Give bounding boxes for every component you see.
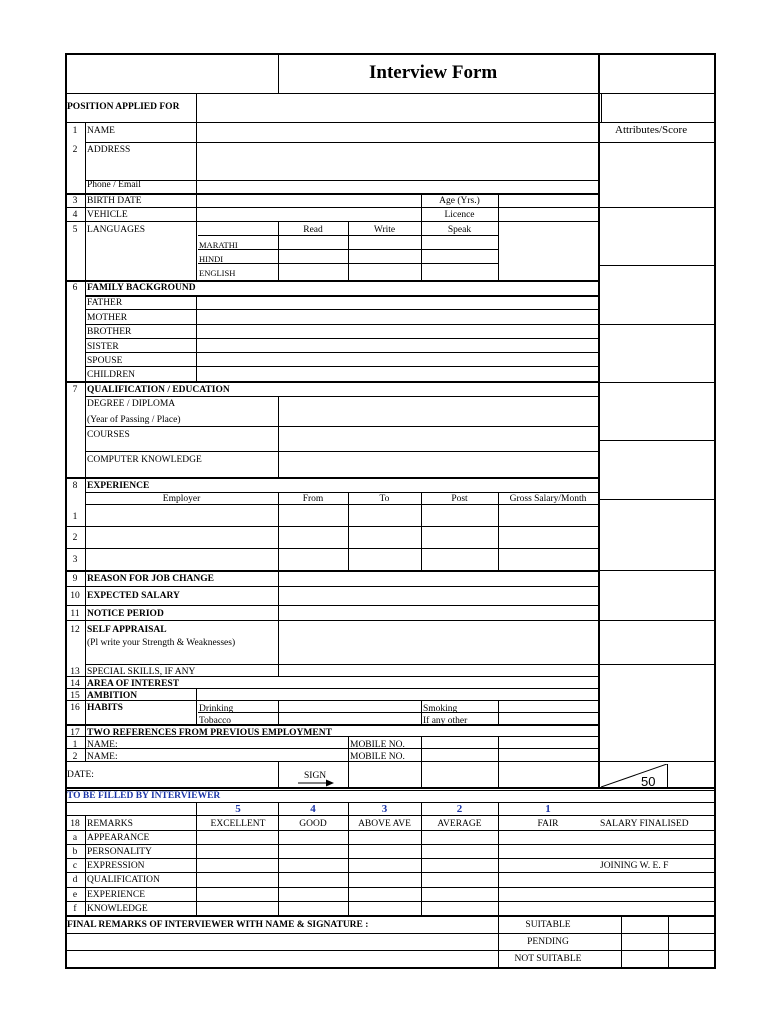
grid-line [598,207,716,208]
grid-line [65,207,598,208]
rating-score: 5 [235,803,241,815]
grid-line [598,440,716,441]
grid-line [714,53,716,969]
grid-line [85,295,598,297]
ambition-label: AMBITION [87,691,138,701]
languages-label: LANGUAGES [87,225,146,235]
row-num: 12 [70,625,80,635]
family-background-label: FAMILY BACKGROUND [87,283,196,293]
exp-col-post: Post [451,494,468,504]
exp-col-from: From [302,494,324,504]
family-member: SISTER [87,342,119,352]
grid-line [598,570,716,571]
vehicle-label: VEHICLE [87,210,128,220]
exp-row-num: 1 [72,512,78,522]
criteria-num: a [72,833,78,843]
grid-line [65,570,598,572]
language-name: MARATHI [199,240,238,250]
criteria-num: c [72,861,78,871]
grid-line [65,761,598,762]
name-label: NAME [87,126,115,136]
degree-label: DEGREE / DIPLOMA [87,399,176,409]
family-member: CHILDREN [87,370,136,380]
grid-line [85,451,598,452]
exp-row-num: 3 [72,555,78,565]
grid-line [65,915,716,917]
grid-line [85,180,598,181]
grid-line [65,830,716,831]
criteria-num: f [73,904,77,914]
grid-line [85,122,86,280]
exp-row-num: 2 [72,533,78,543]
grid-line [667,764,668,787]
reason-job-change-label: REASON FOR JOB CHANGE [87,574,214,584]
grid-line [65,787,716,789]
drinking-label: Drinking [199,704,234,714]
grid-line [85,352,598,353]
grid-line [278,53,279,93]
grid-line [85,381,86,477]
grid-line [85,324,598,325]
grid-line [498,736,499,787]
grid-line [278,700,279,724]
row-num: 11 [70,609,80,619]
row-num: 5 [72,225,78,235]
final-remarks-label: FINAL REMARKS OF INTERVIEWER WITH NAME & SIGNATURE : [67,920,369,930]
grid-line [65,748,598,749]
grid-line [65,526,598,527]
row-num: 17 [70,728,80,738]
grid-line [65,548,598,549]
grid-line [65,193,598,195]
grid-line [498,950,716,951]
address-label: ADDRESS [87,145,131,155]
grid-line [598,620,716,621]
criteria-num: d [72,875,78,885]
rating-label: GOOD [299,819,327,829]
lang-col-write: Write [373,225,396,235]
expected-salary-label: EXPECTED SALARY [87,591,180,601]
sign-arrow-icon [298,779,334,787]
grid-line [196,122,197,193]
date-label: DATE: [67,770,94,780]
grid-line [65,221,598,222]
grid-line [598,382,716,383]
row-num: 13 [70,667,80,677]
family-member: BROTHER [87,327,132,337]
grid-line [278,396,279,477]
grid-line [65,901,716,902]
special-skills-label: SPECIAL SKILLS, IF ANY [87,667,196,677]
grid-line [85,309,598,310]
grid-line [85,396,598,397]
grid-line [278,492,279,620]
grid-line [65,844,716,845]
criteria-label: KNOWLEDGE [87,904,148,914]
grid-line [65,967,716,969]
criteria-label: EXPRESSION [87,861,145,871]
language-name: HINDI [199,254,224,264]
grid-line [65,700,598,701]
ref-name-label: NAME: [87,752,118,762]
row-num: 4 [72,210,78,220]
criteria-num: e [72,890,78,900]
grid-line [196,802,197,915]
grid-line [85,142,598,143]
grid-line [65,858,716,859]
row-num: 6 [72,283,78,293]
ref-num: 1 [72,740,78,750]
references-label: TWO REFERENCES FROM PREVIOUS EMPLOYMENT [87,728,332,738]
total-score: 50 [641,774,656,789]
grid-line [196,193,197,280]
exp-col-employer: Employer [162,494,201,504]
grid-line [65,887,716,888]
self-appraisal-label: SELF APPRAISAL [87,625,167,635]
grid-line [85,815,86,915]
smoking-label: Smoking [423,704,458,714]
grid-line [65,93,716,94]
ref-num: 2 [72,752,78,762]
grid-line [65,586,598,587]
outcome-pending: PENDING [527,937,569,947]
grid-line [278,664,279,676]
grid-line [85,426,598,427]
notice-period-label: NOTICE PERIOD [87,609,164,619]
grid-line [598,761,716,762]
grid-line [65,53,716,55]
courses-label: COURSES [87,430,130,440]
self-appraisal-note: (Pl write your Strength & Weaknesses) [87,638,236,648]
grid-line [278,620,279,664]
licence-label: Licence [444,210,475,220]
grid-line [598,53,600,789]
grid-line [668,915,669,969]
ref-mobile-label: MOBILE NO. [350,752,405,762]
row-num: 16 [70,703,80,713]
position-applied-label: POSITION APPLIED FOR [67,102,180,112]
row-num: 7 [72,385,78,395]
grid-line [348,736,349,787]
exp-col-salary: Gross Salary/Month [509,494,587,504]
criteria-label: APPEARANCE [87,833,150,843]
grid-line [598,265,716,266]
grid-line [196,688,197,724]
rating-score: 3 [381,803,388,815]
grid-line [498,700,499,724]
grid-line [85,366,598,367]
criteria-label: EXPERIENCE [87,890,146,900]
area-of-interest-label: AREA OF INTEREST [87,679,180,689]
grid-line [65,477,598,479]
row-num: 9 [72,574,78,584]
grid-line [65,872,716,873]
family-member: MOTHER [87,313,128,323]
score-diagonal [601,764,667,787]
criteria-label: PERSONALITY [87,847,152,857]
interview-form [65,53,716,969]
outcome-not-suitable: NOT SUITABLE [514,954,582,964]
row-num: 10 [70,591,80,601]
grid-line [198,712,598,713]
row-num: 8 [72,481,78,491]
grid-line [65,620,598,621]
grid-line [65,381,598,383]
grid-line [598,142,716,143]
sign-label: SIGN [304,771,327,781]
grid-line [598,122,716,123]
row-num: 1 [72,126,78,136]
outcome-suitable: SUITABLE [525,920,571,930]
grid-line [598,664,716,665]
criteria-num: b [72,847,78,857]
grid-line [598,324,716,325]
grid-line [85,280,86,381]
ref-mobile-label: MOBILE NO. [350,740,405,750]
grid-line [85,338,598,339]
form-title: Interview Form [369,62,498,83]
grid-line [621,915,622,969]
grid-line [601,93,602,122]
row-num: 2 [72,145,78,155]
grid-line [421,736,422,787]
grid-line [498,193,499,280]
year-place-label: (Year of Passing / Place) [87,415,181,425]
grid-line [598,499,716,500]
lang-col-speak: Speak [447,225,472,235]
grid-line [278,761,279,787]
joining-label: JOINING W. E. F [600,861,669,871]
grid-line [196,295,197,381]
computer-knowledge-label: COMPUTER KNOWLEDGE [87,455,202,465]
family-member: SPOUSE [87,356,123,366]
tobacco-label: Tobacco [199,716,232,726]
attributes-score-label: Attributes/Score [615,124,688,136]
lang-col-read: Read [303,225,323,235]
grid-line [421,700,422,724]
row-num: 15 [70,691,80,701]
rating-label: FAIR [537,819,559,829]
rating-score: 2 [456,803,463,815]
grid-line [65,605,598,606]
family-member: FATHER [87,298,123,308]
language-name: ENGLISH [199,268,236,278]
row-num: 3 [72,196,78,206]
remarks-label: REMARKS [87,819,133,829]
experience-label: EXPERIENCE [87,481,150,491]
grid-line [85,664,598,665]
salary-finalised-label: SALARY FINALISED [600,819,689,829]
habits-label: HABITS [87,703,123,713]
grid-line [85,620,86,761]
grid-line [196,93,197,122]
row-num: 18 [70,819,80,829]
interviewer-header: TO BE FILLED BY INTERVIEWER [67,791,221,801]
ref-name-label: NAME: [87,740,118,750]
grid-line [498,933,716,934]
grid-line [65,724,598,726]
birth-date-label: BIRTH DATE [87,196,142,206]
rating-label: AVERAGE [437,819,482,829]
row-num: 14 [70,679,80,689]
age-label: Age (Yrs.) [439,196,480,206]
phone-email-label: Phone / Email [87,180,141,190]
rating-score: 4 [310,803,316,815]
rating-label: EXCELLENT [210,819,266,829]
exp-col-to: To [379,494,390,504]
if-any-other-label: If any other [423,716,468,726]
qualification-label: QUALIFICATION / EDUCATION [87,385,230,395]
grid-line [65,815,716,816]
rating-label: ABOVE AVE [358,819,411,829]
rating-score: 1 [545,803,551,815]
criteria-label: QUALIFICATION [87,875,160,885]
